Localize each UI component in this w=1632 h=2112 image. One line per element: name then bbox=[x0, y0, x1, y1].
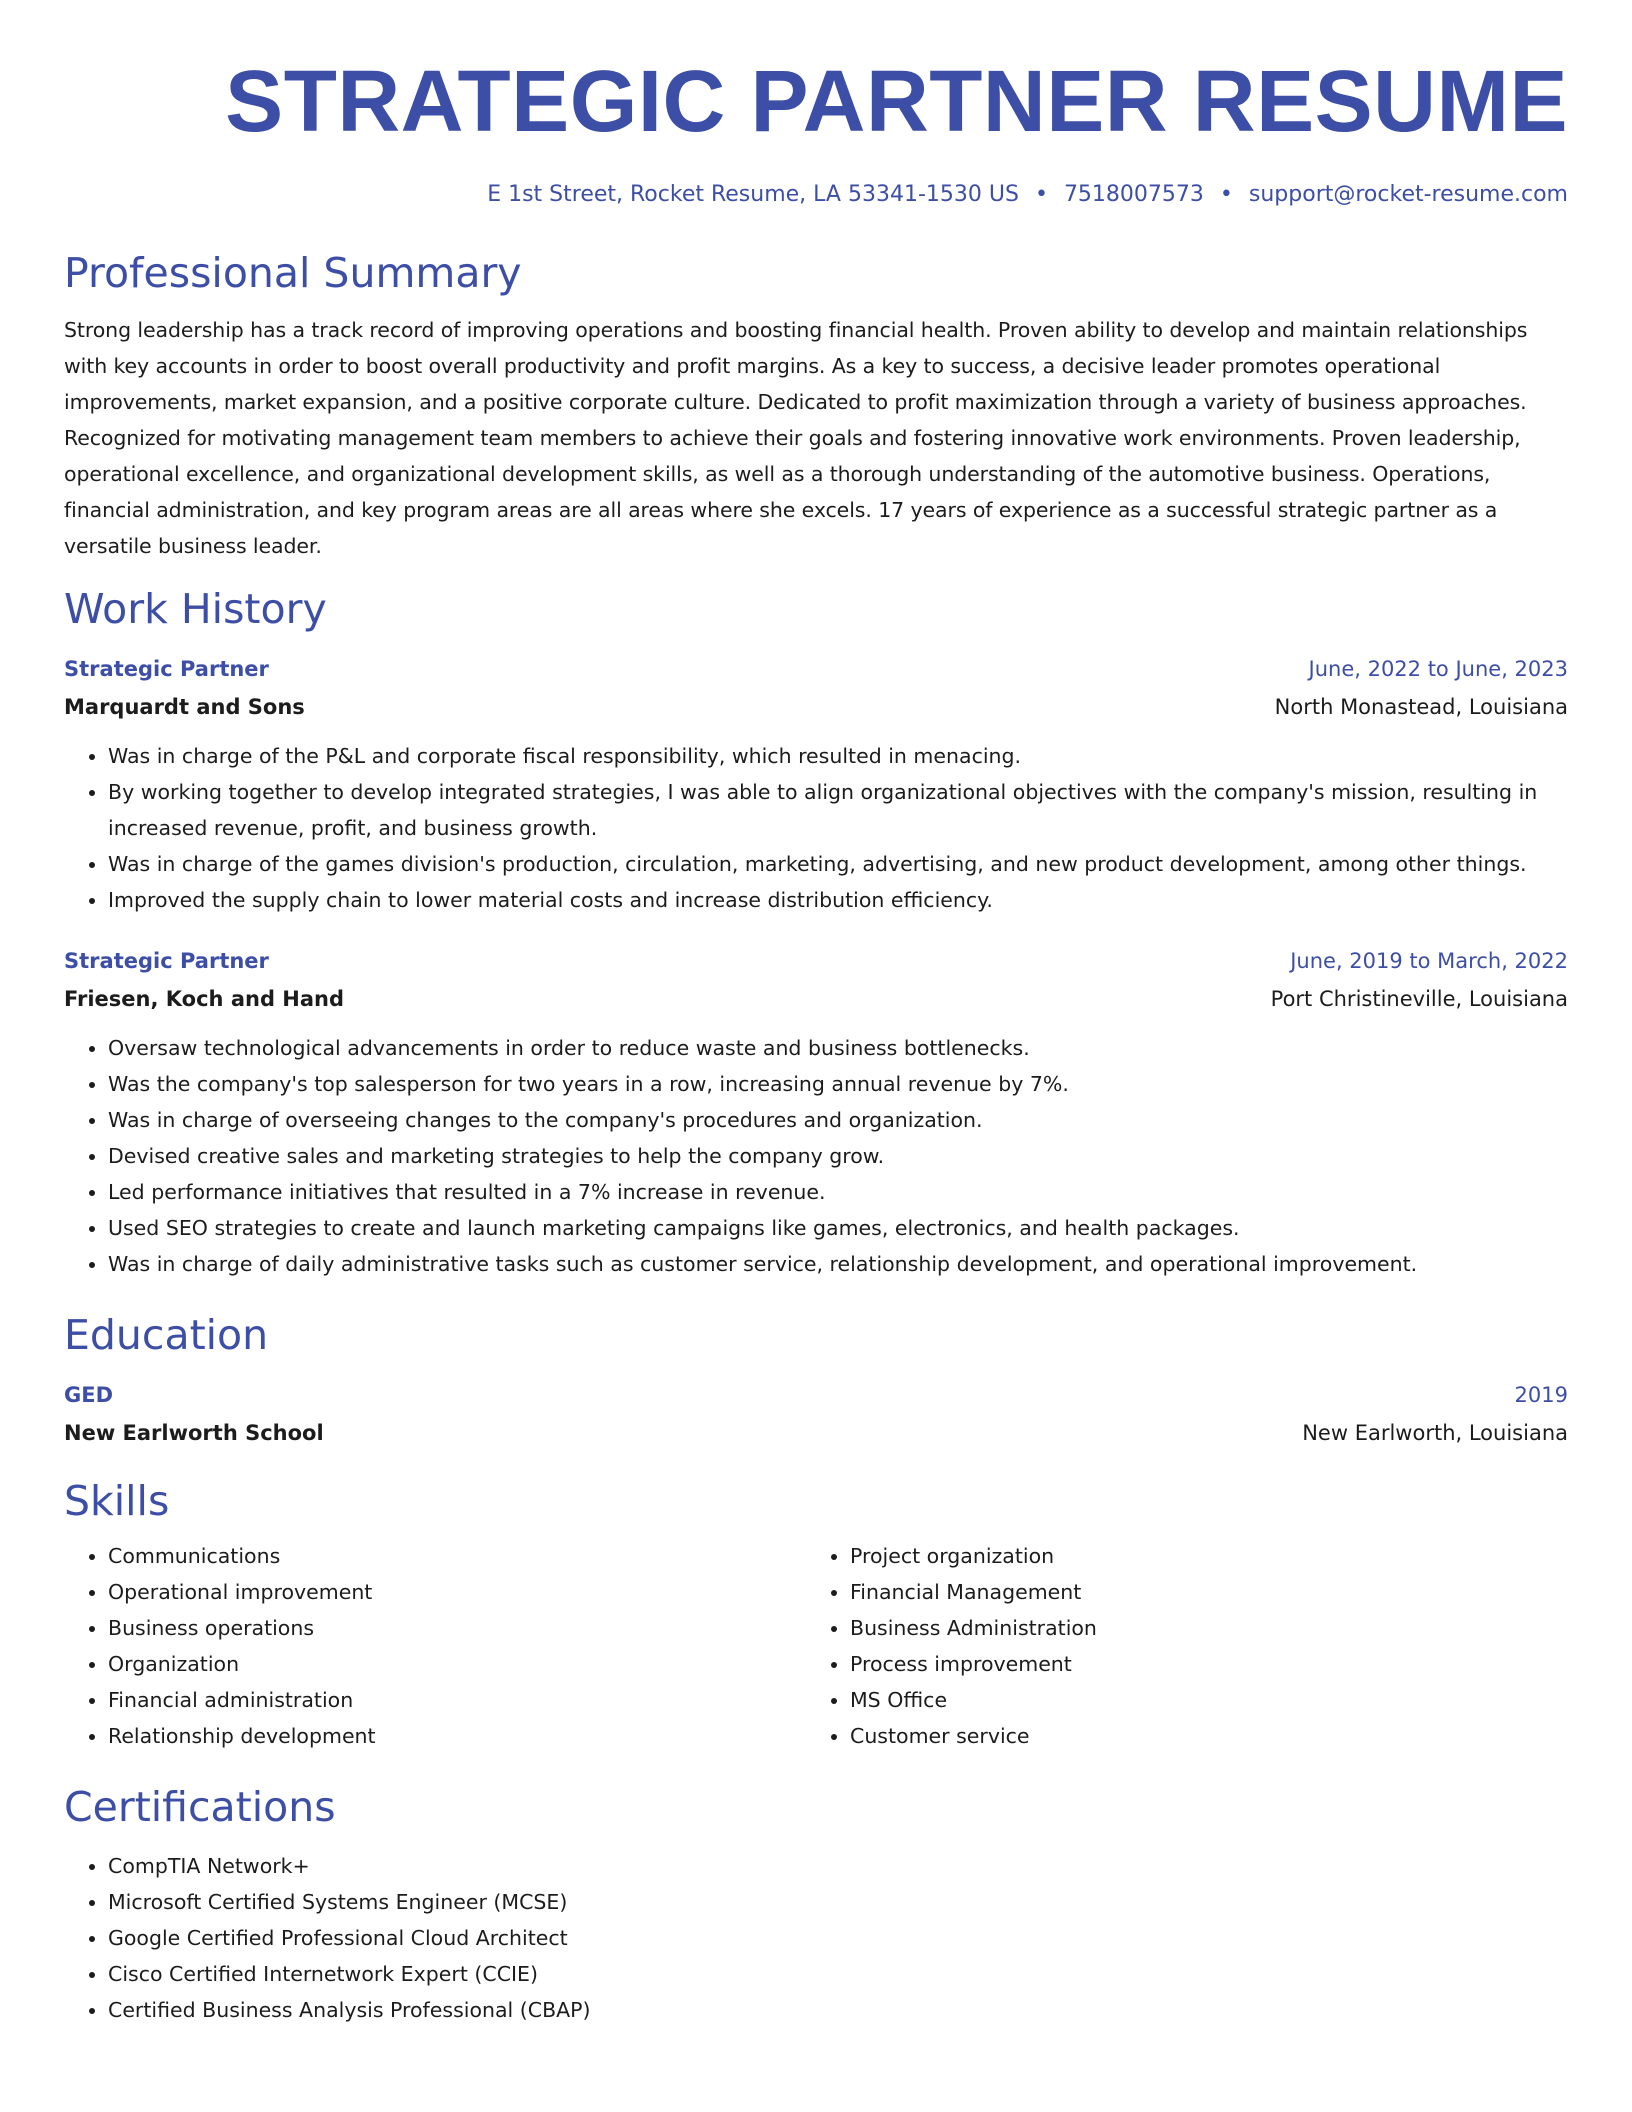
skill-item: • Business operations bbox=[108, 1610, 806, 1646]
education-school: New Earlworth School bbox=[64, 1421, 324, 1445]
education-heading: Education bbox=[64, 1311, 269, 1359]
contact-address: E 1st Street, Rocket Resume, LA 53341-1530 US bbox=[487, 182, 1019, 207]
skills-columns bbox=[64, 1538, 1568, 1754]
certification-item: • Certified Business Analysis Professional (CBAP) bbox=[108, 1992, 1568, 2028]
education-year: 2019 bbox=[1514, 1383, 1568, 1407]
job-bullet-list bbox=[64, 1030, 1568, 1282]
job-bullet: • Improved the supply chain to lower material costs and increase distribution efficiency. bbox=[108, 882, 1568, 918]
skill-item: • Financial administration bbox=[108, 1682, 806, 1718]
summary-heading: Professional Summary bbox=[64, 249, 522, 297]
skill-item: • Communications bbox=[108, 1538, 806, 1574]
certification-item: • Google Certified Professional Cloud Architect bbox=[108, 1920, 1568, 1956]
job-bullet: • Led performance initiatives that resulted in a 7% increase in revenue. bbox=[108, 1174, 1568, 1210]
education-location: New Earlworth, Louisiana bbox=[1302, 1421, 1568, 1445]
skill-item: • Financial Management bbox=[850, 1574, 1548, 1610]
contact-line bbox=[64, 180, 1568, 210]
job-bullet: • Was in charge of the games division's production, circulation, marketing, advertising, and new product development, among other things. bbox=[108, 846, 1568, 882]
job-bullet: • By working together to develop integrated strategies, I was able to align organizational objectives with the company's mission, resulting in increased revenue, profit, and business growth. bbox=[108, 774, 1568, 846]
job-bullet: • Was in charge of overseeing changes to the company's procedures and organization. bbox=[108, 1102, 1568, 1138]
skill-item: • Operational improvement bbox=[108, 1574, 806, 1610]
job-title: Strategic Partner bbox=[64, 949, 269, 973]
job-bullet: • Used SEO strategies to create and launch marketing campaigns like games, electronics, and health packages. bbox=[108, 1210, 1568, 1246]
contact-separator: • bbox=[1034, 182, 1048, 207]
job-title: Strategic Partner bbox=[64, 657, 269, 681]
resume-title: STRATEGIC PARTNER RESUME bbox=[225, 53, 1568, 150]
skill-item: • Customer service bbox=[850, 1718, 1548, 1754]
skill-item: • Project organization bbox=[850, 1538, 1548, 1574]
skill-item: • Organization bbox=[108, 1646, 806, 1682]
certification-item: • Microsoft Certified Systems Engineer (MCSE) bbox=[108, 1884, 1568, 1920]
education-entry bbox=[64, 1376, 1568, 1452]
skills-heading: Skills bbox=[64, 1477, 170, 1525]
skill-item: • Business Administration bbox=[850, 1610, 1548, 1646]
skill-item: • Process improvement bbox=[850, 1646, 1548, 1682]
job-entry bbox=[64, 650, 1568, 918]
job-location: North Monastead, Louisiana bbox=[1274, 695, 1568, 719]
job-bullet: • Was in charge of daily administrative tasks such as customer service, relationship development, and operational improvement. bbox=[108, 1246, 1568, 1282]
job-location: Port Christineville, Louisiana bbox=[1270, 987, 1568, 1011]
job-bullet: • Devised creative sales and marketing strategies to help the company grow. bbox=[108, 1138, 1568, 1174]
contact-separator: • bbox=[1219, 182, 1233, 207]
job-bullet-list bbox=[64, 738, 1568, 918]
work-history-heading: Work History bbox=[64, 585, 327, 633]
job-bullet: • Was in charge of the P&L and corporate fiscal responsibility, which resulted in menacing. bbox=[108, 738, 1568, 774]
job-company: Friesen, Koch and Hand bbox=[64, 987, 345, 1011]
summary-text: Strong leadership has a track record of improving operations and boosting financial health. Proven ability to develop and maintain relationships with key accounts in order to boost overall productivity and profit margins. As a key to success, a decisive leader promotes operational improvements, market expansion, and a positive corporate culture. Dedicated to profit maximization through a variety of business approaches. Recognized for motivating management team members to achieve their goals and fostering innovative work environments. Proven leadership, operational excellence, and organizational development skills, as well as a thorough understanding of the automotive business. Operations, financial administration, and key program areas are all areas where she excels. 17 years of experience as a successful strategic partner as a versatile business leader. bbox=[64, 318, 1528, 558]
contact-phone[interactable]: 7518007573 bbox=[1063, 182, 1204, 207]
certification-item: • Cisco Certified Internetwork Expert (CCIE) bbox=[108, 1956, 1568, 1992]
skills-list-right bbox=[806, 1538, 1548, 1754]
skill-item: • MS Office bbox=[850, 1682, 1548, 1718]
skills-list-left bbox=[64, 1538, 806, 1754]
contact-email[interactable]: support@rocket-resume.com bbox=[1248, 182, 1568, 207]
job-bullet: • Was the company's top salesperson for two years in a row, increasing annual revenue by 7%. bbox=[108, 1066, 1568, 1102]
skill-item: • Relationship development bbox=[108, 1718, 806, 1754]
job-entry bbox=[64, 942, 1568, 1282]
job-dates: June, 2022 to June, 2023 bbox=[1308, 657, 1568, 681]
education-degree: GED bbox=[64, 1383, 114, 1407]
certifications-heading: Certifications bbox=[64, 1783, 336, 1831]
job-company: Marquardt and Sons bbox=[64, 695, 305, 719]
certification-item: • CompTIA Network+ bbox=[108, 1848, 1568, 1884]
certifications-list bbox=[64, 1848, 1568, 2028]
resume-page bbox=[64, 0, 1568, 2028]
job-bullet: • Oversaw technological advancements in order to reduce waste and business bottlenecks. bbox=[108, 1030, 1568, 1066]
job-dates: June, 2019 to March, 2022 bbox=[1290, 949, 1568, 973]
